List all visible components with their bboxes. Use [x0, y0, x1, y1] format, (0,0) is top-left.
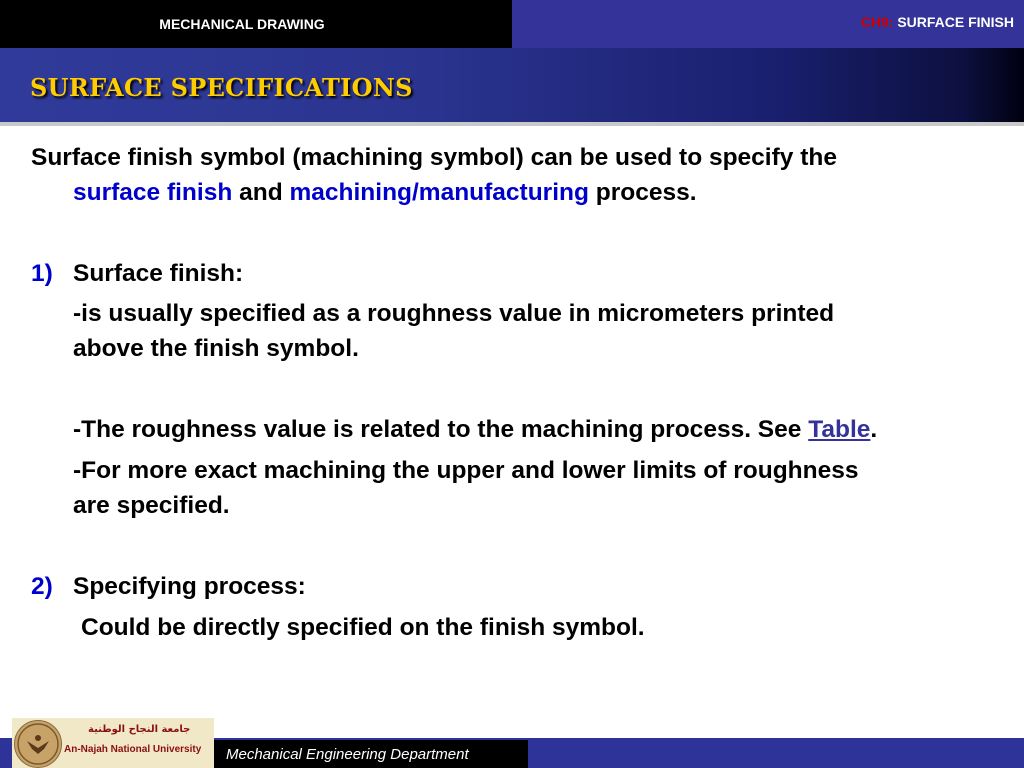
intro-line-1: Surface finish symbol (machining symbol) can be used to specify the: [31, 144, 837, 171]
item-2-number: 2): [31, 573, 53, 600]
item-1-text-2-end: .: [870, 416, 878, 443]
chapter-label: CH9:: [860, 14, 894, 30]
title-bar: [0, 48, 1024, 126]
term-surface-finish: surface finish: [73, 179, 233, 206]
department-box: [214, 740, 528, 768]
title-divider: [0, 122, 1024, 126]
item-1-text-2-main: -The roughness value is related to the machining process. See: [73, 416, 809, 443]
item-1-number: 1): [31, 260, 53, 287]
item-1-text-2: [73, 413, 877, 447]
item-1-heading: Surface finish:: [73, 260, 244, 287]
course-header: [0, 0, 512, 48]
item-1-text-1-line-1: -is usually specified as a roughness value in micrometers printed: [73, 300, 835, 327]
item-1-text-1-line-2: above the finish symbol.: [73, 335, 359, 362]
university-name-arabic: جامعة النجاح الوطنية: [88, 724, 191, 735]
intro-line-2: [73, 176, 697, 210]
item-1-text-3-line-2: are specified.: [73, 492, 230, 519]
item-1-text-3-line-1: -For more exact machining the upper and lower limits of roughness: [73, 457, 859, 484]
intro-and: and: [232, 179, 290, 206]
university-logo: [12, 718, 214, 768]
table-link[interactable]: Table: [808, 416, 871, 443]
item-2-heading: Specifying process:: [73, 573, 306, 600]
department-name: Mechanical Engineering Department: [226, 746, 469, 763]
chapter-header: [512, 0, 1024, 48]
university-emblem-icon: [14, 720, 62, 768]
slide-title: SURFACE SPECIFICATIONS: [30, 73, 413, 102]
chapter-title: SURFACE FINISH: [897, 14, 1014, 30]
university-name-english: An-Najah National University: [64, 744, 202, 755]
term-machining: machining/manufacturing: [289, 179, 589, 206]
item-2-text: Could be directly specified on the finish symbol.: [81, 614, 645, 641]
intro-end: process.: [588, 179, 697, 206]
course-title: MECHANICAL DRAWING: [159, 16, 325, 32]
